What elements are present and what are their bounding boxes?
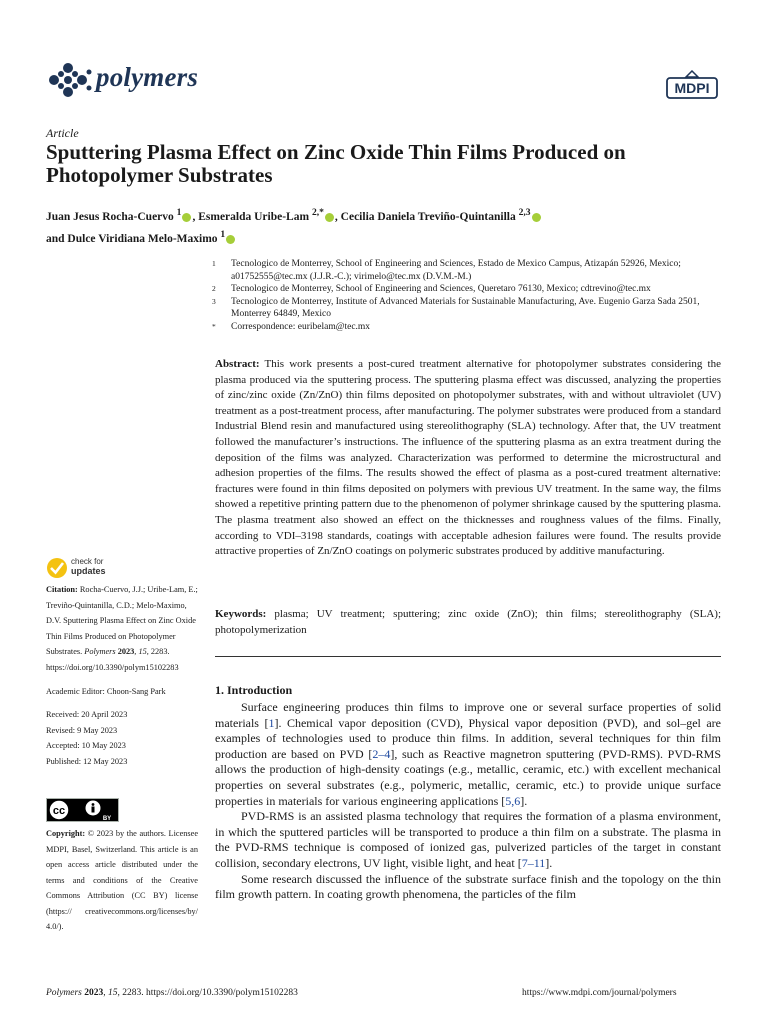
author-affil: 2,3 (518, 207, 531, 218)
author-affil: 1 (176, 207, 182, 218)
date-published: Published: 12 May 2023 (46, 756, 128, 766)
citation-journal: Polymers (84, 647, 116, 657)
text-run: ], such as Reactive magnetron sputtering (PVD-RMS). PVD-RMS allows the production of high-density coatings (e.g., metallic, ceramic, etc.) with excellent mechanical properties on several substrates (e.g., polymeric, metallic, ceramic, etc.) to provide unique surface properties in materials for various engineering applications [ (215, 746, 721, 808)
author-conjunction: and (46, 232, 65, 245)
footer-journal-url[interactable]: https://www.mdpi.com/journal/polymers (522, 988, 677, 998)
orcid-icon[interactable] (226, 235, 235, 244)
mdpi-logo-icon (666, 70, 718, 100)
citation-doi[interactable]: , 2283. https://doi.org/10.3390/polym15102283 (46, 647, 179, 672)
citation-volume: 15 (138, 647, 147, 657)
check-updates-icon (46, 557, 68, 579)
introduction-body (215, 700, 721, 903)
section-heading: 1. Introduction (215, 683, 293, 697)
journal-name: polymers (96, 62, 199, 92)
author-name[interactable]: Esmeralda Uribe-Lam (198, 210, 310, 223)
cc-by-license-icon[interactable] (46, 798, 119, 822)
citation-link[interactable]: 5,6 (505, 793, 521, 808)
affiliation-item (212, 321, 724, 334)
check-updates-line2: updates (71, 566, 106, 576)
author-name[interactable]: Cecilia Daniela Treviño-Quintanilla (340, 210, 516, 223)
mdpi-logo-text: MDPI (674, 80, 710, 96)
abstract (215, 357, 721, 560)
text-run: ]. (545, 855, 553, 870)
date-accepted: Accepted: 10 May 2023 (46, 741, 126, 751)
text-run: ]. (520, 793, 528, 808)
article-type: Article (46, 126, 79, 140)
citation-link[interactable]: 2–4 (372, 746, 391, 761)
author-list: Juan Jesus Rocha-Cuervo $^1$ , Esmeralda Uribe-Lam $^{2,*}$ , Cecilia Daniela Treviño-Quintanilla $^{2,3}$ and Dulce Viridiana Melo-Maximo $^1$ (46, 204, 726, 248)
author-name[interactable]: Dulce Viridiana Melo-Maximo (67, 232, 218, 245)
keywords-text: plasma; UV treatment; sputtering; zinc oxide (ZnO); thin films; stereolithography (SLA); photopolymerization (215, 608, 722, 636)
check-updates-line1: check for (71, 557, 104, 566)
affiliation-text: Tecnologico de Monterrey, School of Engineering and Sciences, Estado de Mexico Campus, Atizapán 52926, Mexico; a01752555@tec.mx (J.J.R.-C.); virimelo@tec.mx (D.V.M.-M.) (231, 259, 681, 282)
text-run: PVD-RMS is an assisted plasma technology that requires the formation of a plasma environment, in which the sputtered particles will be transported to produce a thin film on a substrate. The plasma in the PVD-RMS technique is composed of ionized gas, pulverized particles of the target in constant collision, secondary electrons, UV light, visible light, and heat [ (215, 809, 721, 870)
footer-year: 2023 (84, 988, 104, 998)
abstract-label: Abstract: (215, 358, 260, 370)
affiliation-number: 2 (212, 284, 216, 294)
citation-year: 2023 (117, 647, 135, 657)
affiliation-item (212, 258, 724, 283)
author-name[interactable]: Juan Jesus Rocha-Cuervo (46, 210, 174, 223)
paragraph (215, 700, 721, 809)
academic-editor: Academic Editor: Choon-Sang Park (46, 686, 166, 696)
copyright-notice (46, 826, 198, 935)
paragraph (215, 809, 721, 871)
citation-link[interactable]: 7–11 (521, 855, 546, 870)
cc-by-label: BY (102, 816, 112, 822)
author-affil: 1 (220, 228, 226, 240)
affiliation-number: 3 (212, 296, 216, 306)
affiliation-number: 1 (212, 259, 216, 268)
orcid-icon[interactable] (325, 213, 334, 222)
affiliation-item (212, 283, 724, 296)
divider (215, 656, 721, 657)
footer-citation: Polymers 2023, 15, 2283. https://doi.org/10.3390/polym15102283 (46, 988, 298, 998)
text-run: Surface engineering produces thin films to improve one or several surface properties of solid materials [ (215, 700, 721, 730)
copyright-text: © 2023 by the authors. Licensee MDPI, Basel, Switzerland. This article is an open access article distributed under the terms and conditions of the Creative Commons Attribution (CC BY) license (https:// creativecommons.org/licenses/by/ 4.0/). (46, 829, 199, 931)
footer-volume: 15 (108, 988, 118, 998)
affiliation-number: * (212, 321, 216, 331)
correspondence-text: Correspondence: euribelam@tec.mx (231, 321, 371, 332)
citation-text: Rocha-Cuervo, J.J.; Uribe-Lam, E.; Treviño-Quintanilla, C.D.; Melo-Maximo, D.V. Sputtering Plasma Effect on Zinc Oxide Thin Films Produced on Photopolymer Substrates. (46, 585, 198, 657)
footer-doi[interactable]: , 2283. https://doi.org/10.3390/polym15102283 (117, 988, 298, 998)
footer-journal: Polymers (46, 988, 82, 998)
paper-title: Sputtering Plasma Effect on Zinc Oxide Thin Films Produced on Photopolymer Substrates (46, 140, 626, 187)
citation: Citation: Rocha-Cuervo, J.J.; Uribe-Lam, E.; Treviño-Quintanilla, C.D.; Melo-Maximo, D.V. Sputtering Plasma Effect on Zinc Oxide Thin Films Produced on Photopolymer Substrates. Polymers 2023, 15, 2283. https://doi.org/10.3390/polym15102283 (46, 585, 198, 672)
copyright-label: Copyright: (46, 829, 86, 838)
keywords (215, 607, 721, 638)
text-run: ]. Chemical vapor deposition (CVD), Physical vapor deposition (PVD), and sol–gel are examples of technologies used to produce thin films. In addition, several techniques for thin film production are based on PVD [ (215, 715, 722, 761)
check-for-updates-badge[interactable] (46, 556, 166, 582)
affiliation-text: Tecnologico de Monterrey, School of Engineering and Sciences, Queretaro 76130, Mexico; cdtrevino@tec.mx (231, 284, 651, 295)
citation-label: Citation: (46, 585, 78, 594)
affiliation-item (212, 296, 724, 321)
affiliations (212, 258, 724, 334)
orcid-icon[interactable] (182, 213, 191, 222)
abstract-text: This work presents a post-cured treatment alternative for photopolymer substrates considering the plasma produced via the sputtering process. The sputtering plasma effect was discussed, analyzing the properties of zinc/zinc oxide (Zn/ZnO) thin films deposited on photopolymer substrates, with and without ultraviolet (UV) treatment as a post-treatment process, after manufacturing. The polymer substrates were produced from a standard Industrial Blend resin and manufactured using stereolithography (SLA) technology. After that, the UV treatment followed the manufacturer’s instructions. The influence of the sputtering plasma as an extra treatment during the deposition of the films was analyzed. Characterization was performed to determine the microstructural and adhesion properties of the films. The results showed the effect of plasma as a post-cured treatment alternative: fractures were found in thin films deposited on polymers with previous UV treatment. In the same way, the films showed a repetitive printing pattern due to the phenomenon of polymer shrinkage caused by the sputtering plasma. The plasma treatment also showed an effect on the thicknesses and roughness values of the films. Finally, according to VDI–3198 standards, coatings with acceptable adhesion failures were found. The results provide attractive properties of Zn/ZnO coatings on polymeric substrates produced by additive manufacturing. (215, 358, 721, 558)
polymers-logo-icon (46, 60, 92, 100)
svg-text:cc: cc (52, 805, 66, 817)
date-revised: Revised: 9 May 2023 (46, 725, 118, 735)
article-info-sidebar (46, 582, 198, 770)
affiliation-text: Tecnologico de Monterrey, Institute of Advanced Materials for Sustainable Manufacturing, Ave. Eugenio Garza Sada 2501, Monterrey 64849, Mexico (231, 296, 700, 320)
paragraph: Some research discussed the influence of the substrate surface finish and the topology on the thin film growth pattern. In coating growth phenomena, the particles of the film (215, 871, 721, 902)
orcid-icon[interactable] (532, 213, 541, 222)
citation-link[interactable]: 1 (268, 715, 275, 730)
date-received: Received: 20 April 2023 (46, 710, 128, 720)
keywords-label: Keywords: (215, 608, 267, 620)
author-affil: 2,* (311, 207, 324, 218)
